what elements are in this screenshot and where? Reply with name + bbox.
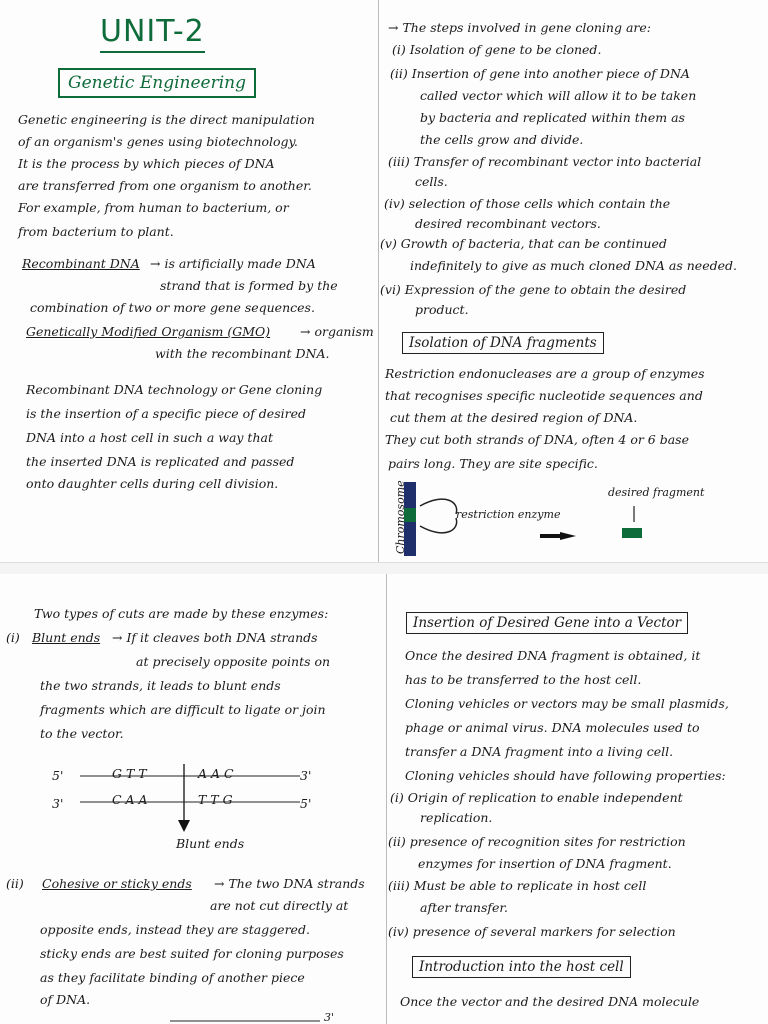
- text-line: of DNA.: [40, 992, 91, 1007]
- strand-end-label: 5': [52, 768, 64, 783]
- text-line: of an organism's genes using biotechnology.: [18, 134, 298, 149]
- text-line: It is the process by which pieces of DNA: [18, 156, 275, 171]
- recombinant-dna-term: Recombinant DNA: [22, 256, 140, 271]
- text-line: → organism: [300, 324, 374, 339]
- desired-fragment-block: [622, 528, 642, 538]
- text-line: (iii) Must be able to replicate in host cell: [388, 878, 647, 893]
- text-line: replication.: [420, 810, 493, 825]
- text-line: pairs long. They are site specific.: [388, 456, 598, 471]
- column-divider: [378, 0, 379, 562]
- text-line: (i) Origin of replication to enable independent: [390, 790, 683, 805]
- text-line: opposite ends, instead they are staggered.: [40, 922, 310, 937]
- column-divider: [386, 574, 387, 1024]
- text-line: (i) Isolation of gene to be cloned.: [392, 42, 602, 57]
- sequence-label: C A A: [112, 792, 148, 807]
- intro-host-title: Introduction into the host cell: [412, 956, 631, 978]
- text-line: are not cut directly at: [210, 898, 349, 913]
- text-line: after transfer.: [420, 900, 508, 915]
- right-arrow-icon: [560, 532, 576, 540]
- text-line: cells.: [415, 174, 448, 189]
- text-line: are transferred from one organism to another.: [18, 178, 312, 193]
- text-line: fragments which are difficult to ligate or join: [40, 702, 326, 717]
- gmo-term: Genetically Modified Organism (GMO): [26, 324, 271, 339]
- enzyme-label: restriction enzyme: [456, 508, 561, 521]
- cut-arrow-top: [420, 499, 457, 514]
- blunt-ends-diagram: [50, 762, 330, 842]
- chromosome-label: Chromosome: [394, 480, 407, 554]
- text-line: the two strands, it leads to blunt ends: [40, 678, 281, 693]
- text-line: as they facilitate binding of another piece: [40, 970, 305, 985]
- section-title: Genetic Engineering: [58, 68, 256, 98]
- text-line: is the insertion of a specific piece of desired: [26, 406, 306, 421]
- sequence-label: A A C: [198, 766, 234, 781]
- text-line: For example, from human to bacterium, or: [18, 200, 289, 215]
- text-line: → The two DNA strands: [214, 876, 365, 891]
- sticky-strand-line: [170, 1018, 330, 1024]
- strand-end-label: 3': [300, 768, 312, 783]
- text-line: (v) Growth of bacteria, that can be continued: [380, 236, 667, 251]
- text-line: that recognises specific nucleotide sequences and: [385, 388, 703, 403]
- text-line: (iv) presence of several markers for selection: [388, 924, 676, 939]
- text-line: Restriction endonucleases are a group of enzymes: [385, 366, 705, 381]
- unit-title: UNIT-2: [100, 14, 205, 53]
- sticky-ends-term: Cohesive or sticky ends: [42, 876, 192, 891]
- text-line: to the vector.: [40, 726, 124, 741]
- text-line: Two types of cuts are made by these enzymes:: [34, 606, 329, 621]
- insertion-title: Insertion of Desired Gene into a Vector: [406, 612, 688, 634]
- fragment-label: desired fragment: [608, 486, 705, 499]
- text-line: Once the desired DNA fragment is obtained, it: [405, 648, 701, 663]
- text-line: Recombinant DNA technology or Gene cloning: [26, 382, 323, 397]
- text-line: (ii) presence of recognition sites for restriction: [388, 834, 686, 849]
- text-line: onto daughter cells during cell division.: [26, 476, 279, 491]
- text-line: the cells grow and divide.: [420, 132, 584, 147]
- strand-end-label: 3': [52, 796, 64, 811]
- text-line: product.: [415, 302, 469, 317]
- text-line: combination of two or more gene sequences.: [30, 300, 315, 315]
- text-line: (ii) Insertion of gene into another piece of DNA: [390, 66, 690, 81]
- down-arrow-icon: [178, 820, 190, 832]
- text-line: desired recombinant vectors.: [415, 216, 601, 231]
- blunt-ends-term: Blunt ends: [32, 630, 101, 645]
- text-line: phage or animal virus. DNA molecules used to: [405, 720, 700, 735]
- isolation-title: Isolation of DNA fragments: [402, 332, 604, 354]
- text-line: Cloning vehicles should have following properties:: [405, 768, 726, 783]
- text-line: (vi) Expression of the gene to obtain the desired: [380, 282, 687, 297]
- text-line: Cloning vehicles or vectors may be small plasmids,: [405, 696, 729, 711]
- text-line: with the recombinant DNA.: [155, 346, 330, 361]
- text-line: (iii) Transfer of recombinant vector into bacterial: [388, 154, 702, 169]
- text-line: Genetic engineering is the direct manipulation: [18, 112, 315, 127]
- sequence-label: T T G: [198, 792, 233, 807]
- text-line: by bacteria and replicated within them as: [420, 110, 685, 125]
- text-line: → is artificially made DNA: [150, 256, 316, 271]
- text-line: the inserted DNA is replicated and passed: [26, 454, 295, 469]
- text-line: at precisely opposite points on: [136, 654, 331, 669]
- blunt-ends-label: Blunt ends: [176, 836, 245, 851]
- text-line: indefinitely to give as much cloned DNA as needed.: [410, 258, 737, 273]
- text-line: → If it cleaves both DNA strands: [112, 630, 318, 645]
- text-line: strand that is formed by the: [160, 278, 338, 293]
- text-line: DNA into a host cell in such a way that: [26, 430, 273, 445]
- text-line: transfer a DNA fragment into a living cell.: [405, 744, 674, 759]
- text-line: cut them at the desired region of DNA.: [390, 410, 638, 425]
- list-number: (i): [6, 630, 20, 645]
- sequence-label: G T T: [112, 766, 147, 781]
- text-line: from bacterium to plant.: [18, 224, 174, 239]
- list-number: (ii): [6, 876, 24, 891]
- notes-page-2: [0, 574, 768, 1024]
- cut-arrow-bottom: [420, 518, 457, 533]
- strand-end-label: 5': [300, 796, 312, 811]
- strand-end-label: 3': [324, 1011, 335, 1024]
- text-line: → The steps involved in gene cloning are:: [388, 20, 651, 35]
- text-line: called vector which will allow it to be taken: [420, 88, 697, 103]
- text-line: (iv) selection of those cells which contain the: [384, 196, 671, 211]
- text-line: has to be transferred to the host cell.: [405, 672, 642, 687]
- text-line: sticky ends are best suited for cloning purposes: [40, 946, 344, 961]
- text-line: They cut both strands of DNA, often 4 or 6 base: [385, 432, 689, 447]
- text-line: enzymes for insertion of DNA fragment.: [418, 856, 672, 871]
- text-line: Once the vector and the desired DNA molecule: [400, 994, 700, 1009]
